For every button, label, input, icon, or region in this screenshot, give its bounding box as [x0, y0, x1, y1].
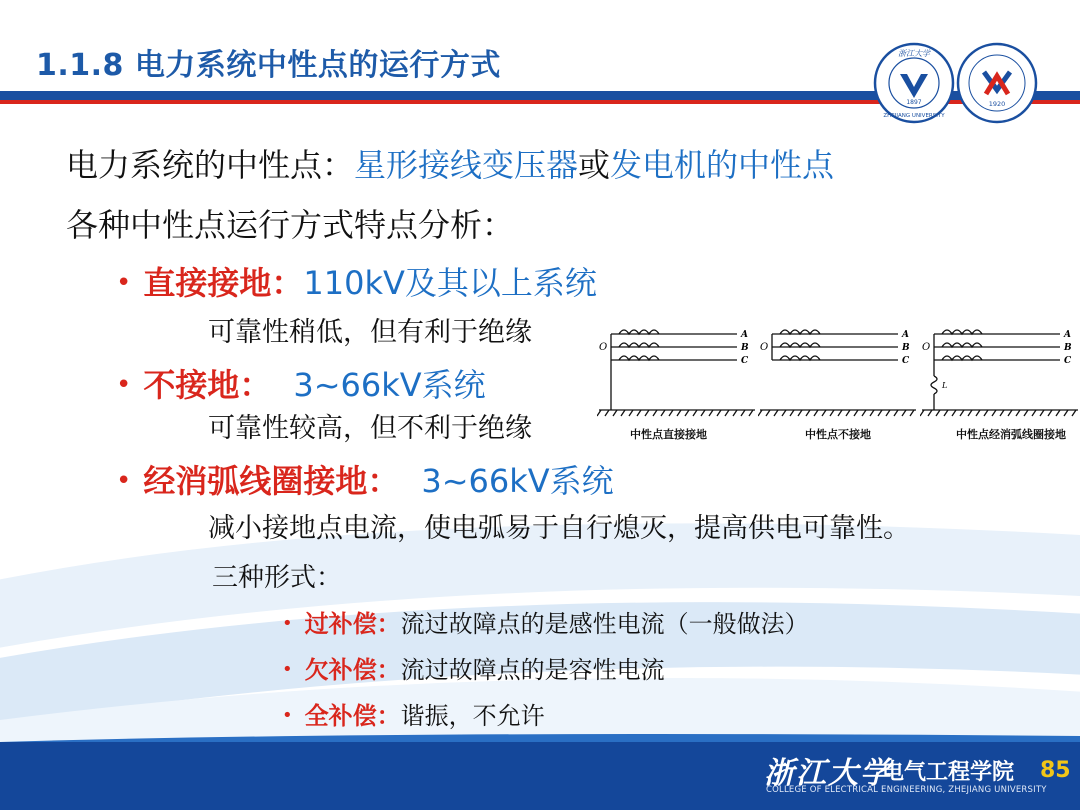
bullet-arc-suppression [116, 456, 614, 502]
svg-text:1920: 1920 [988, 100, 1006, 108]
svg-text:C: C [741, 356, 749, 366]
form-text: 流过故障点的是容性电流 [400, 656, 665, 684]
definition-part1: 星形接线变压器 [354, 146, 579, 184]
bullet-ungrounded [116, 360, 486, 406]
bullet-direct-grounding [116, 258, 597, 304]
bullet-dot: • [282, 613, 293, 634]
slide-title: 1.1.8 电力系统中性点的运行方式 [36, 48, 501, 83]
three-forms-heading: 三种形式： [212, 563, 343, 593]
bullet-note: 减小接地点电流，使电弧易于自行熄灭，提高供电可靠性。 [208, 513, 910, 544]
form-label: 欠补偿： [304, 656, 401, 684]
definition-prefix: 电力系统的中性点： [66, 146, 355, 184]
svg-text:B: B [1064, 343, 1072, 353]
svg-text:浙江大学: 浙江大学 [898, 49, 930, 58]
bullet-label: 直接接地： [143, 264, 304, 302]
footer-department: 电气工程学院 [882, 760, 1015, 785]
svg-text:O: O [760, 342, 769, 353]
diagram-caption: 中性点直接接地 [630, 428, 707, 441]
footer-english-name: COLLEGE OF ELECTRICAL ENGINEERING, ZHEJIANG UNIVERSITY [766, 785, 1047, 795]
svg-text:C: C [1064, 356, 1072, 366]
bullet-value: 3~66kV系统 [421, 462, 614, 500]
svg-text:B: B [741, 343, 749, 353]
svg-text:A: A [902, 330, 909, 340]
svg-text:A: A [741, 330, 748, 340]
form-over-compensation [282, 604, 809, 639]
college-emblem-logo [956, 42, 1038, 124]
bullet-label: 经消弧线圈接地： [143, 462, 400, 500]
zju-emblem-logo [873, 42, 955, 124]
svg-text:A: A [1064, 330, 1071, 340]
svg-text:O: O [922, 342, 931, 353]
svg-text:1897: 1897 [906, 99, 922, 106]
analysis-heading: 各种中性点运行方式特点分析： [66, 206, 515, 244]
form-text: 流过故障点的是感性电流（一般做法） [400, 610, 809, 638]
neutral-point-definition [66, 140, 834, 186]
definition-mid: 或 [578, 146, 611, 184]
bullet-dot: • [282, 705, 293, 726]
form-label: 过补偿： [304, 610, 401, 638]
form-under-compensation [282, 650, 665, 685]
bullet-value: 110kV及其以上系统 [303, 264, 597, 302]
bullet-dot: • [282, 659, 293, 680]
svg-text:L: L [942, 381, 948, 390]
page-number: 85 [1040, 758, 1071, 783]
form-label: 全补偿： [304, 702, 401, 730]
bullet-dot: • [116, 268, 132, 298]
footer-university-name: 浙江大学 [764, 756, 892, 791]
definition-part2: 发电机的中性点 [610, 146, 835, 184]
diagram-caption: 中性点不接地 [805, 428, 871, 441]
bullet-note: 可靠性稍低，但有利于绝缘 [208, 317, 532, 348]
diagram-caption: 中性点经消弧线圈接地 [956, 428, 1066, 441]
svg-text:B: B [902, 343, 910, 353]
bullet-note: 可靠性较高，但不利于绝缘 [208, 413, 532, 444]
form-text: 谐振，不允许 [400, 702, 545, 730]
bullet-label: 不接地： [143, 366, 272, 404]
svg-text:O: O [599, 342, 608, 353]
bullet-value: 3~66kV系统 [293, 366, 486, 404]
svg-text:ZHEJIANG UNIVERSITY: ZHEJIANG UNIVERSITY [883, 113, 945, 119]
bullet-dot: • [116, 466, 132, 496]
bullet-dot: • [116, 370, 132, 400]
form-full-compensation [282, 696, 545, 731]
svg-text:C: C [902, 356, 910, 366]
